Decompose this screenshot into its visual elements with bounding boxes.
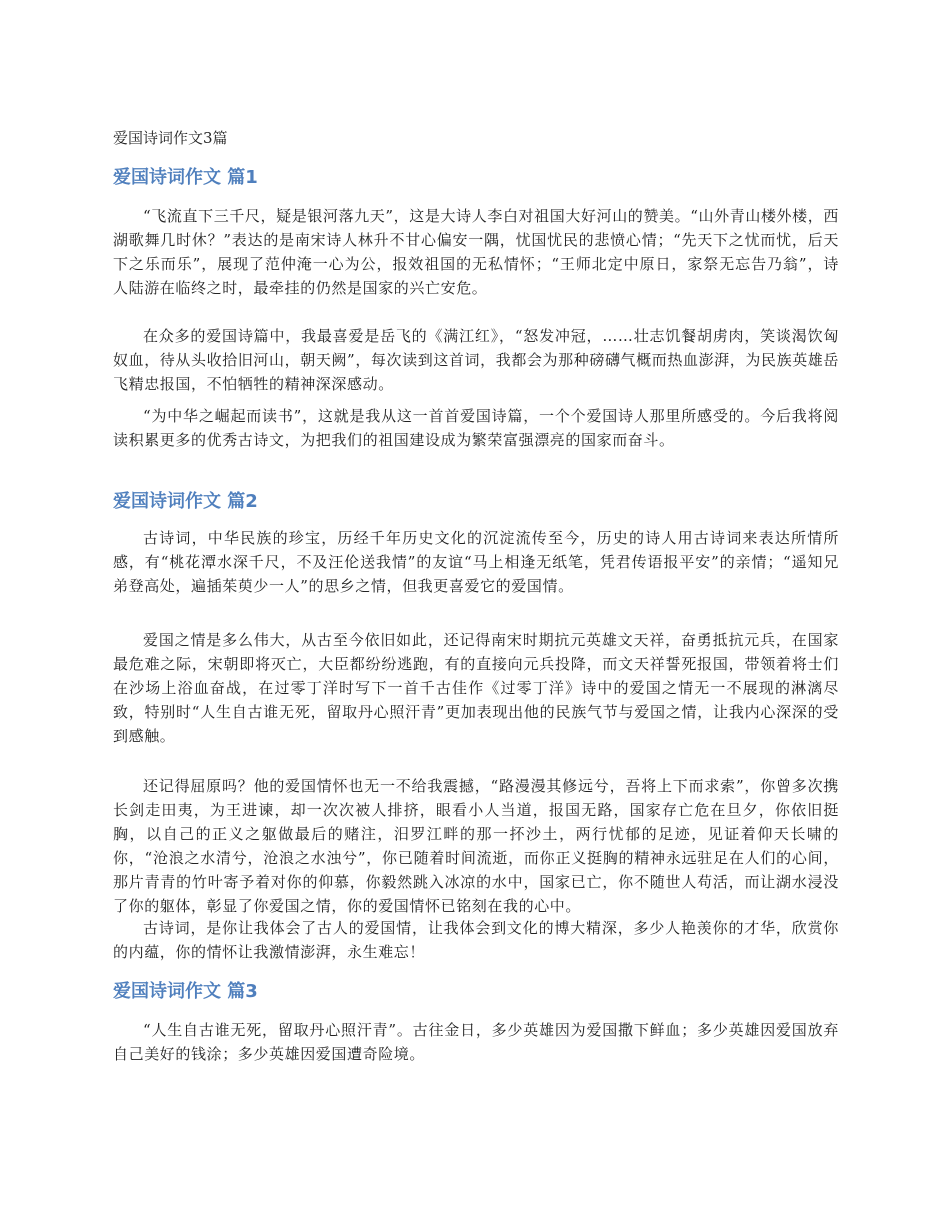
paragraph: 在众多的爱国诗篇中，我最喜爱是岳飞的《满江红》，“怒发冲冠，……壮志饥餐胡虏肉，笑谈渴饮匈奴血，待从头收拾旧河山，朝天阙”，每次读到这首词，我都会为那种磅礴气概而热血澎湃，为民族英雄岳飞精忠报国，不怕牺牲的精神深深感动。: [113, 327, 839, 393]
paragraph: 还记得屈原吗？他的爱国情怀也无一不给我震撼，“路漫漫其修远兮，吾将上下而求索”，你曾多次携长剑走田夷，为王进谏，却一次次被人排挤，眼看小人当道，报国无路，国家存亡危在旦夕，你依旧挺胸，以自己的正义之躯做最后的赌注，汨罗江畔的那一抔沙土，两行忧郁的足迹，见证着仰天长啸的你，“沧浪之水清兮，沧浪之水浊兮”，你已随着时间流逝，而你正义挺胸的精神永远驻足在人们的心间，那片青青的竹叶寄予着对你的仰慕，你毅然跳入冰凉的水中，国家已亡，你不随世人苟活，而让湖水浸没了你的躯体，彰显了你爱国之情，你的爱国情怀已铭刻在我的心中。: [113, 777, 839, 915]
paragraph: “飞流直下三千尺，疑是银河落九天”，这是大诗人李白对祖国大好河山的赞美。“山外青山楼外楼，西湖歌舞几时休？”表达的是南宋诗人林升不甘心偏安一隅，忧国忧民的悲愤心情；“先天下之忧而忧，后天下之乐而乐”，展现了范仲淹一心为公，报效祖国的无私情怀；“王师北定中原日，家祭无忘告乃翁”，诗人陆游在临终之时，最牵挂的仍然是国家的兴亡安危。: [113, 207, 839, 297]
paragraph: “为中华之崛起而读书”，这就是我从这一首首爱国诗篇，一个个爱国诗人那里所感受的。今后我将阅读积累更多的优秀古诗文，为把我们的祖国建设成为繁荣富强漂亮的国家而奋斗。: [113, 407, 839, 449]
paragraph: “人生自古谁无死，留取丹心照汗青”。古往金日，多少英雄因为爱国撒下鲜血；多少英雄因爱国放弃自己美好的钱涂；多少英雄因爱国遭奇险境。: [113, 1021, 839, 1063]
paragraph: 古诗词，是你让我体会了古人的爱国情，让我体会到文化的博大精深，多少人艳羡你的才华，欣赏你的内蕴，你的情怀让我激情澎湃，永生难忘！: [113, 919, 839, 961]
section-heading-3: 爱国诗词作文 篇3: [113, 981, 258, 1002]
section-heading-2: 爱国诗词作文 篇2: [113, 491, 258, 512]
document-title: 爱国诗词作文3篇: [113, 129, 228, 147]
paragraph: 古诗词，中华民族的珍宝，历经千年历史文化的沉淀流传至今，历史的诗人用古诗词来表达所情所感，有“桃花潭水深千尺，不及汪伦送我情”的友谊“马上相逢无纸笔，凭君传语报平安”的亲情；“遥知兄弟登高处，遍插茱萸少一人”的思乡之情，但我更喜爱它的爱国情。: [113, 529, 839, 595]
section-heading-1: 爱国诗词作文 篇1: [113, 167, 258, 188]
paragraph: 爱国之情是多么伟大，从古至今依旧如此，还记得南宋时期抗元英雄文天祥，奋勇抵抗元兵，在国家最危难之际，宋朝即将灭亡，大臣都纷纷逃跑，有的直接向元兵投降，而文天祥誓死报国，带领着将士们在沙场上浴血奋战，在过零丁洋时写下一首千古佳作《过零丁洋》诗中的爱国之情无一不展现的淋漓尽致，特别时“人生自古谁无死，留取丹心照汗青”更加表现出他的民族气节与爱国之情，让我内心深深的受到感触。: [113, 631, 839, 745]
